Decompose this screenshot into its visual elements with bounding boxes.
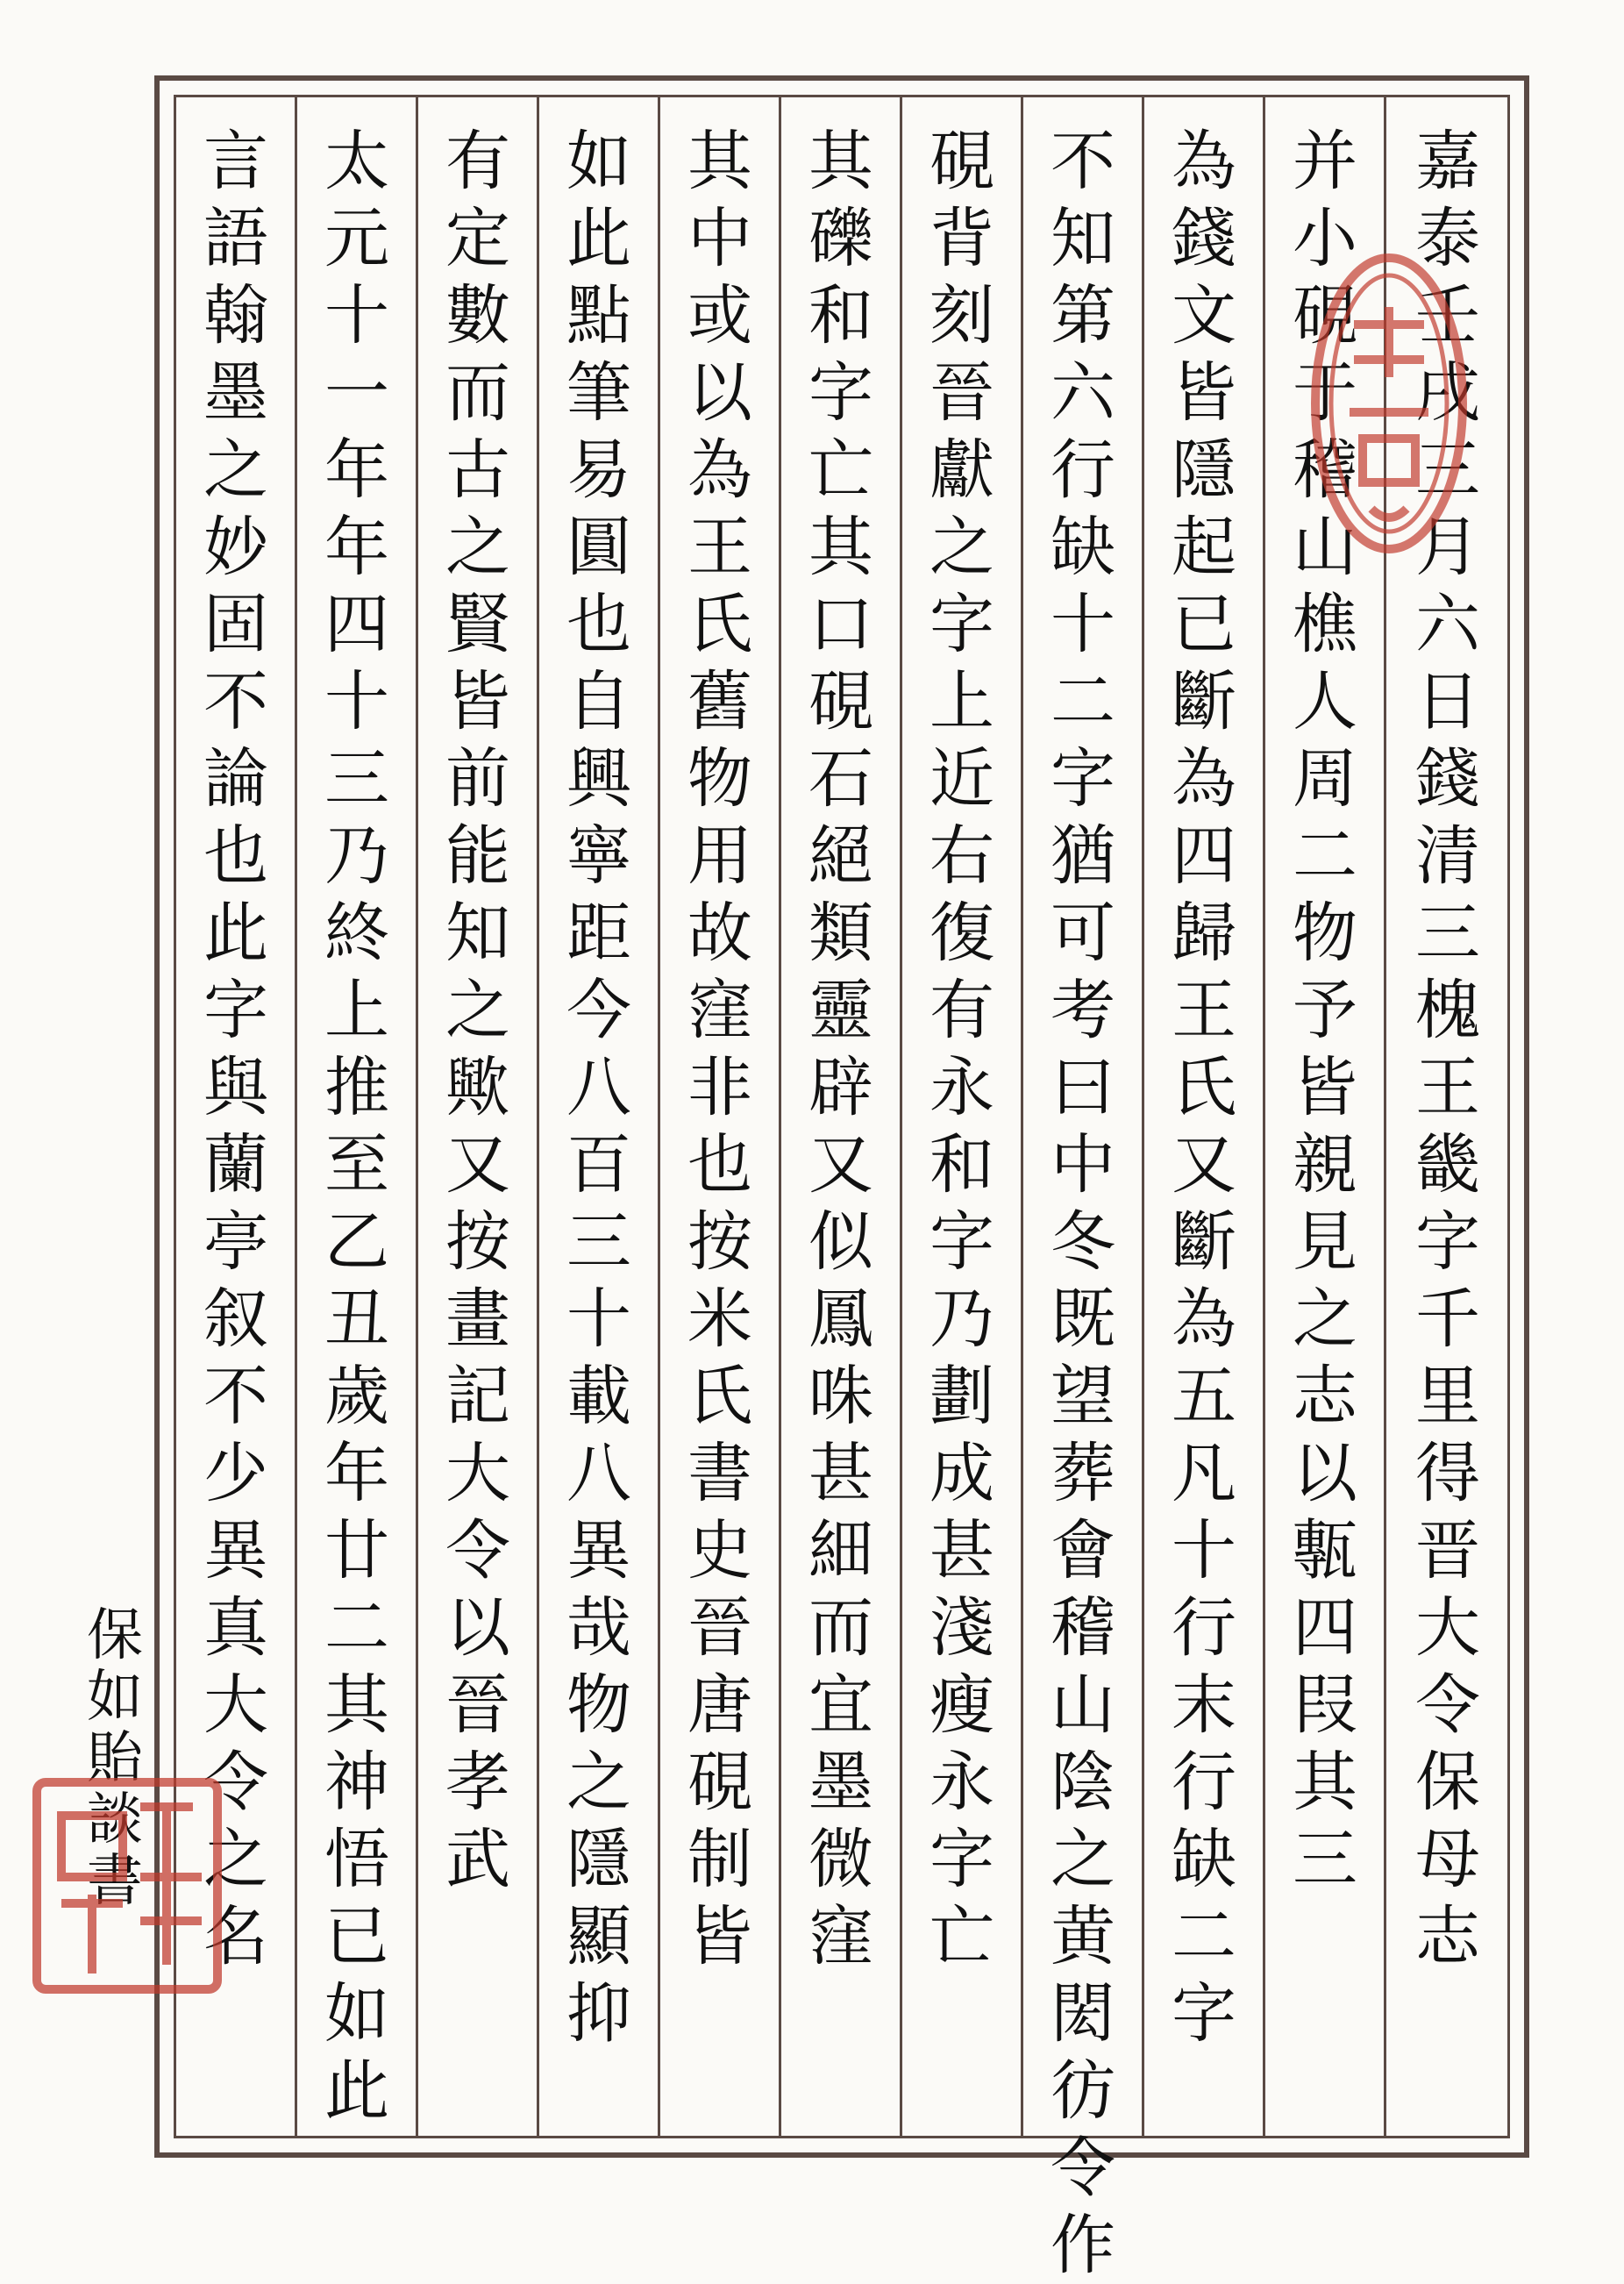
glyph: 按 bbox=[445, 1204, 510, 1280]
glyph: 靈 bbox=[808, 973, 873, 1048]
glyph: 成 bbox=[930, 1436, 994, 1511]
glyph: 右 bbox=[930, 818, 994, 894]
glyph: 又 bbox=[1172, 1127, 1236, 1203]
glyph: 二 bbox=[1293, 818, 1357, 894]
glyph: 為 bbox=[687, 432, 752, 508]
glyph: 與 bbox=[203, 1050, 268, 1125]
glyph: 而 bbox=[445, 355, 510, 431]
glyph: 之 bbox=[445, 510, 510, 585]
glyph: 以 bbox=[445, 1590, 510, 1666]
glyph: 十 bbox=[324, 278, 389, 353]
glyph: 歸 bbox=[1172, 896, 1236, 971]
glyph: 皆 bbox=[687, 1899, 752, 1974]
column-divider bbox=[295, 95, 297, 2138]
glyph: 辟 bbox=[808, 1050, 873, 1125]
glyph: 知 bbox=[1051, 201, 1115, 276]
glyph: 缺 bbox=[1051, 510, 1115, 585]
glyph: 硯 bbox=[687, 1745, 752, 1820]
glyph: 似 bbox=[808, 1204, 873, 1280]
glyph: 宜 bbox=[808, 1667, 873, 1743]
glyph: 缺 bbox=[1172, 1822, 1236, 1897]
glyph: 并 bbox=[1293, 124, 1357, 199]
glyph: 斷 bbox=[1172, 1204, 1236, 1280]
glyph: 已 bbox=[324, 1899, 389, 1974]
glyph: 王 bbox=[1415, 1050, 1480, 1125]
glyph: 礫 bbox=[808, 201, 873, 276]
glyph: 字 bbox=[930, 1822, 994, 1897]
glyph: 葬 bbox=[1051, 1436, 1115, 1511]
glyph: 故 bbox=[687, 896, 752, 971]
glyph: 三 bbox=[1293, 1822, 1357, 1897]
glyph: 稽 bbox=[1051, 1590, 1115, 1666]
glyph: 令 bbox=[445, 1513, 510, 1588]
glyph: 固 bbox=[203, 587, 268, 662]
glyph: 山 bbox=[1051, 1667, 1115, 1743]
text-column-3 bbox=[1145, 123, 1263, 2105]
glyph: 可 bbox=[1051, 896, 1115, 971]
text-column-7 bbox=[661, 123, 779, 2105]
glyph: 咮 bbox=[808, 1359, 873, 1434]
glyph: 硯 bbox=[1293, 278, 1357, 353]
glyph: 亡 bbox=[930, 1899, 994, 1974]
glyph: 得 bbox=[1415, 1436, 1480, 1511]
glyph: 甎 bbox=[1293, 1513, 1357, 1588]
glyph: 泰 bbox=[1415, 201, 1480, 276]
glyph: 既 bbox=[1051, 1281, 1115, 1357]
glyph: 書 bbox=[687, 1436, 752, 1511]
glyph: 三 bbox=[1415, 896, 1480, 971]
glyph: 此 bbox=[566, 201, 631, 276]
glyph: 非 bbox=[687, 1050, 752, 1125]
glyph: 圓 bbox=[566, 510, 631, 585]
glyph: 二 bbox=[1172, 1899, 1236, 1974]
glyph: 已 bbox=[1172, 587, 1236, 662]
glyph: 語 bbox=[203, 201, 268, 276]
glyph: 真 bbox=[203, 1590, 268, 1666]
glyph: 終 bbox=[324, 896, 389, 971]
glyph: 戌 bbox=[1415, 355, 1480, 431]
glyph: 人 bbox=[1293, 664, 1357, 739]
glyph: 鳳 bbox=[808, 1281, 873, 1357]
glyph: 月 bbox=[1415, 510, 1480, 585]
glyph: 斷 bbox=[1172, 664, 1236, 739]
glyph: 異 bbox=[566, 1513, 631, 1588]
glyph: 記 bbox=[445, 1359, 510, 1434]
glyph: 微 bbox=[808, 1822, 873, 1897]
glyph: 年 bbox=[324, 432, 389, 508]
glyph: 蘭 bbox=[203, 1127, 268, 1203]
glyph: 見 bbox=[1293, 1204, 1357, 1280]
glyph: 畫 bbox=[445, 1281, 510, 1357]
glyph: 保 bbox=[1415, 1745, 1480, 1820]
glyph: 二 bbox=[324, 1590, 389, 1666]
seal-stamp-top bbox=[1301, 246, 1477, 561]
glyph: 異 bbox=[203, 1513, 268, 1588]
glyph: 孝 bbox=[445, 1745, 510, 1820]
glyph: 隱 bbox=[1172, 432, 1236, 508]
text-column-6 bbox=[782, 123, 900, 2105]
glyph: 名 bbox=[203, 1899, 268, 1974]
glyph: 第 bbox=[1051, 278, 1115, 353]
glyph: 乃 bbox=[930, 1281, 994, 1357]
glyph: 物 bbox=[1293, 896, 1357, 971]
column-divider bbox=[416, 95, 418, 2138]
glyph: 令 bbox=[1415, 1667, 1480, 1743]
glyph: 樵 bbox=[1293, 587, 1357, 662]
glyph: 為 bbox=[1172, 741, 1236, 817]
glyph: 叚 bbox=[1293, 1667, 1357, 1743]
glyph: 小 bbox=[1293, 201, 1357, 276]
glyph: 用 bbox=[687, 818, 752, 894]
glyph: 劃 bbox=[930, 1359, 994, 1434]
glyph: 寧 bbox=[566, 818, 631, 894]
glyph: 能 bbox=[445, 818, 510, 894]
glyph: 壬 bbox=[1415, 278, 1480, 353]
glyph: 數 bbox=[445, 278, 510, 353]
glyph: 六 bbox=[1415, 587, 1480, 662]
glyph: 亡 bbox=[808, 432, 873, 508]
glyph: 物 bbox=[687, 741, 752, 817]
glyph: 字 bbox=[930, 587, 994, 662]
glyph: 古 bbox=[445, 432, 510, 508]
glyph: 知 bbox=[445, 896, 510, 971]
glyph: 甚 bbox=[930, 1513, 994, 1588]
glyph: 不 bbox=[203, 1359, 268, 1434]
glyph: 和 bbox=[808, 278, 873, 353]
glyph: 興 bbox=[566, 741, 631, 817]
glyph: 黄 bbox=[1051, 1899, 1115, 1974]
glyph: 石 bbox=[808, 741, 873, 817]
glyph: 細 bbox=[808, 1513, 873, 1588]
glyph: 清 bbox=[1415, 818, 1480, 894]
glyph: 彷 bbox=[1051, 2053, 1115, 2129]
column-divider bbox=[1021, 95, 1023, 2138]
glyph: 窪 bbox=[687, 973, 752, 1048]
glyph: 槐 bbox=[1415, 973, 1480, 1048]
glyph: 點 bbox=[566, 278, 631, 353]
column-divider bbox=[900, 95, 902, 2138]
glyph: 字 bbox=[1051, 741, 1115, 817]
glyph: 大 bbox=[203, 1667, 268, 1743]
glyph: 不 bbox=[1051, 124, 1115, 199]
glyph: 其 bbox=[687, 124, 752, 199]
glyph: 論 bbox=[203, 741, 268, 817]
glyph: 大 bbox=[1415, 1590, 1480, 1666]
glyph: 里 bbox=[1415, 1359, 1480, 1434]
glyph: 歲 bbox=[324, 1359, 389, 1434]
column-divider bbox=[658, 95, 660, 2138]
glyph: 近 bbox=[930, 741, 994, 817]
glyph: 神 bbox=[324, 1745, 389, 1820]
glyph: 至 bbox=[324, 1127, 389, 1203]
glyph: 之 bbox=[930, 510, 994, 585]
glyph: 有 bbox=[445, 124, 510, 199]
glyph: 墨 bbox=[203, 355, 268, 431]
glyph: 之 bbox=[445, 973, 510, 1048]
glyph: 五 bbox=[1172, 1359, 1236, 1434]
glyph: 嘉 bbox=[1415, 124, 1480, 199]
glyph: 行 bbox=[1172, 1745, 1236, 1820]
glyph: 此 bbox=[324, 2053, 389, 2129]
glyph: 之 bbox=[1293, 1281, 1357, 1357]
glyph: 刻 bbox=[930, 278, 994, 353]
glyph: 之 bbox=[203, 1822, 268, 1897]
glyph: 二 bbox=[1051, 664, 1115, 739]
glyph: 硯 bbox=[808, 664, 873, 739]
glyph: 三 bbox=[1415, 432, 1480, 508]
glyph: 凡 bbox=[1172, 1436, 1236, 1511]
glyph: 之 bbox=[566, 1745, 631, 1820]
glyph: 推 bbox=[324, 1050, 389, 1125]
glyph: 三 bbox=[324, 741, 389, 817]
glyph: 以 bbox=[1293, 1436, 1357, 1511]
glyph: 冬 bbox=[1051, 1204, 1115, 1280]
text-column-10 bbox=[298, 123, 416, 2129]
glyph: 氏 bbox=[687, 1359, 752, 1434]
glyph: 字 bbox=[203, 973, 268, 1048]
glyph: 稽 bbox=[1293, 432, 1357, 508]
glyph: 瘦 bbox=[930, 1667, 994, 1743]
glyph: 載 bbox=[566, 1359, 631, 1434]
glyph: 歟 bbox=[445, 1050, 510, 1125]
glyph: 丑 bbox=[324, 1281, 389, 1357]
glyph: 親 bbox=[1293, 1127, 1357, 1203]
glyph: 定 bbox=[445, 201, 510, 276]
signature-glyph: 書 bbox=[87, 1849, 143, 1914]
glyph: 其 bbox=[324, 1667, 389, 1743]
glyph: 哉 bbox=[566, 1590, 631, 1666]
glyph: 猶 bbox=[1051, 818, 1115, 894]
glyph: 字 bbox=[808, 355, 873, 431]
glyph: 亭 bbox=[203, 1204, 268, 1280]
column-divider bbox=[537, 95, 539, 2138]
glyph: 十 bbox=[324, 664, 389, 739]
glyph: 廿 bbox=[324, 1513, 389, 1588]
glyph: 母 bbox=[1415, 1822, 1480, 1897]
column-divider bbox=[779, 95, 781, 2138]
glyph: 百 bbox=[566, 1127, 631, 1203]
glyph: 隱 bbox=[566, 1822, 631, 1897]
glyph: 如 bbox=[324, 1976, 389, 2052]
glyph: 晋 bbox=[1415, 1513, 1480, 1588]
glyph: 武 bbox=[445, 1822, 510, 1897]
glyph: 不 bbox=[203, 664, 268, 739]
glyph: 口 bbox=[808, 587, 873, 662]
glyph: 米 bbox=[687, 1281, 752, 1357]
column-divider bbox=[1142, 95, 1144, 2138]
signature-glyph: 貽 bbox=[87, 1726, 143, 1791]
glyph: 言 bbox=[203, 124, 268, 199]
glyph: 和 bbox=[930, 1127, 994, 1203]
glyph: 畿 bbox=[1415, 1127, 1480, 1203]
glyph: 志 bbox=[1415, 1899, 1480, 1974]
glyph: 制 bbox=[687, 1822, 752, 1897]
glyph: 而 bbox=[808, 1590, 873, 1666]
glyph: 末 bbox=[1172, 1667, 1236, 1743]
glyph: 六 bbox=[1051, 355, 1115, 431]
glyph: 易 bbox=[566, 432, 631, 508]
glyph: 錢 bbox=[1172, 201, 1236, 276]
glyph: 乃 bbox=[324, 818, 389, 894]
glyph: 墨 bbox=[808, 1745, 873, 1820]
glyph: 大 bbox=[445, 1436, 510, 1511]
glyph: 閎 bbox=[1051, 1976, 1115, 2052]
glyph: 元 bbox=[324, 201, 389, 276]
glyph: 如 bbox=[566, 124, 631, 199]
text-column-9 bbox=[419, 123, 537, 2105]
glyph: 中 bbox=[687, 201, 752, 276]
glyph: 也 bbox=[566, 587, 631, 662]
glyph: 年 bbox=[324, 510, 389, 585]
glyph: 為 bbox=[1172, 1281, 1236, 1357]
glyph: 皆 bbox=[1293, 1050, 1357, 1125]
glyph: 中 bbox=[1051, 1127, 1115, 1203]
glyph: 妙 bbox=[203, 510, 268, 585]
glyph: 十 bbox=[1051, 587, 1115, 662]
glyph: 周 bbox=[1293, 741, 1357, 817]
glyph: 一 bbox=[324, 355, 389, 431]
glyph: 四 bbox=[1293, 1590, 1357, 1666]
glyph: 上 bbox=[930, 664, 994, 739]
glyph: 以 bbox=[687, 355, 752, 431]
glyph: 皆 bbox=[1172, 355, 1236, 431]
glyph: 硯 bbox=[930, 124, 994, 199]
signature-glyph: 如 bbox=[87, 1665, 143, 1730]
glyph: 字 bbox=[930, 1204, 994, 1280]
glyph: 文 bbox=[1172, 278, 1236, 353]
glyph: 抑 bbox=[566, 1976, 631, 2052]
glyph: 于 bbox=[1293, 355, 1357, 431]
glyph: 王 bbox=[1172, 973, 1236, 1048]
glyph: 為 bbox=[1172, 124, 1236, 199]
glyph: 自 bbox=[566, 664, 631, 739]
text-column-4 bbox=[1024, 123, 1142, 2283]
glyph: 晉 bbox=[930, 355, 994, 431]
glyph: 皆 bbox=[445, 664, 510, 739]
glyph: 字 bbox=[1415, 1204, 1480, 1280]
glyph: 復 bbox=[930, 896, 994, 971]
glyph: 少 bbox=[203, 1436, 268, 1511]
seal-stamp-bottom bbox=[26, 1772, 228, 2000]
glyph: 按 bbox=[687, 1204, 752, 1280]
glyph: 永 bbox=[930, 1745, 994, 1820]
glyph: 八 bbox=[566, 1436, 631, 1511]
glyph: 又 bbox=[808, 1127, 873, 1203]
signature-glyph: 保 bbox=[87, 1603, 143, 1668]
glyph: 或 bbox=[687, 278, 752, 353]
glyph: 之 bbox=[1051, 1822, 1115, 1897]
glyph: 王 bbox=[687, 510, 752, 585]
glyph: 千 bbox=[1415, 1281, 1480, 1357]
glyph: 其 bbox=[808, 510, 873, 585]
glyph: 類 bbox=[808, 896, 873, 971]
glyph: 甚 bbox=[808, 1436, 873, 1511]
glyph: 獻 bbox=[930, 432, 994, 508]
glyph: 之 bbox=[203, 432, 268, 508]
glyph: 翰 bbox=[203, 278, 268, 353]
glyph: 唐 bbox=[687, 1667, 752, 1743]
glyph: 行 bbox=[1051, 432, 1115, 508]
glyph: 距 bbox=[566, 896, 631, 971]
glyph: 太 bbox=[324, 124, 389, 199]
glyph: 令 bbox=[1051, 2131, 1115, 2206]
glyph: 前 bbox=[445, 741, 510, 817]
glyph: 永 bbox=[930, 1050, 994, 1125]
glyph: 四 bbox=[324, 587, 389, 662]
glyph: 窪 bbox=[808, 1899, 873, 1974]
glyph: 筆 bbox=[566, 355, 631, 431]
glyph: 史 bbox=[687, 1513, 752, 1588]
glyph: 晉 bbox=[445, 1667, 510, 1743]
glyph: 起 bbox=[1172, 510, 1236, 585]
glyph: 今 bbox=[566, 973, 631, 1048]
glyph: 年 bbox=[324, 1436, 389, 1511]
glyph: 顯 bbox=[566, 1899, 631, 1974]
glyph: 八 bbox=[566, 1050, 631, 1125]
text-column-5 bbox=[903, 123, 1021, 2105]
glyph: 錢 bbox=[1415, 741, 1480, 817]
glyph: 悟 bbox=[324, 1822, 389, 1897]
glyph: 背 bbox=[930, 201, 994, 276]
glyph: 絕 bbox=[808, 818, 873, 894]
signature-glyph: 談 bbox=[87, 1788, 143, 1852]
glyph: 陰 bbox=[1051, 1745, 1115, 1820]
glyph: 行 bbox=[1172, 1590, 1236, 1666]
glyph: 山 bbox=[1293, 510, 1357, 585]
glyph: 四 bbox=[1172, 818, 1236, 894]
glyph: 也 bbox=[203, 818, 268, 894]
glyph: 其 bbox=[808, 124, 873, 199]
glyph: 三 bbox=[566, 1204, 631, 1280]
glyph: 考 bbox=[1051, 973, 1115, 1048]
glyph: 舊 bbox=[687, 664, 752, 739]
glyph: 有 bbox=[930, 973, 994, 1048]
glyph: 令 bbox=[203, 1745, 268, 1820]
glyph: 日 bbox=[1415, 664, 1480, 739]
glyph: 物 bbox=[566, 1667, 631, 1743]
glyph: 氏 bbox=[1172, 1050, 1236, 1125]
glyph: 乙 bbox=[324, 1204, 389, 1280]
glyph: 十 bbox=[1172, 1513, 1236, 1588]
glyph: 也 bbox=[687, 1127, 752, 1203]
text-column-8 bbox=[540, 123, 658, 2105]
glyph: 予 bbox=[1293, 973, 1357, 1048]
glyph: 望 bbox=[1051, 1359, 1115, 1434]
glyph: 氏 bbox=[687, 587, 752, 662]
glyph: 志 bbox=[1293, 1359, 1357, 1434]
glyph: 字 bbox=[1172, 1976, 1236, 2052]
glyph: 曰 bbox=[1051, 1050, 1115, 1125]
glyph: 淺 bbox=[930, 1590, 994, 1666]
glyph: 此 bbox=[203, 896, 268, 971]
glyph: 晉 bbox=[687, 1590, 752, 1666]
glyph: 賢 bbox=[445, 587, 510, 662]
glyph: 其 bbox=[1293, 1745, 1357, 1820]
glyph: 作 bbox=[1051, 2208, 1115, 2283]
glyph: 十 bbox=[566, 1281, 631, 1357]
glyph: 會 bbox=[1051, 1513, 1115, 1588]
column-divider bbox=[1263, 95, 1265, 2138]
glyph: 上 bbox=[324, 973, 389, 1048]
glyph: 又 bbox=[445, 1127, 510, 1203]
glyph: 叙 bbox=[203, 1281, 268, 1357]
